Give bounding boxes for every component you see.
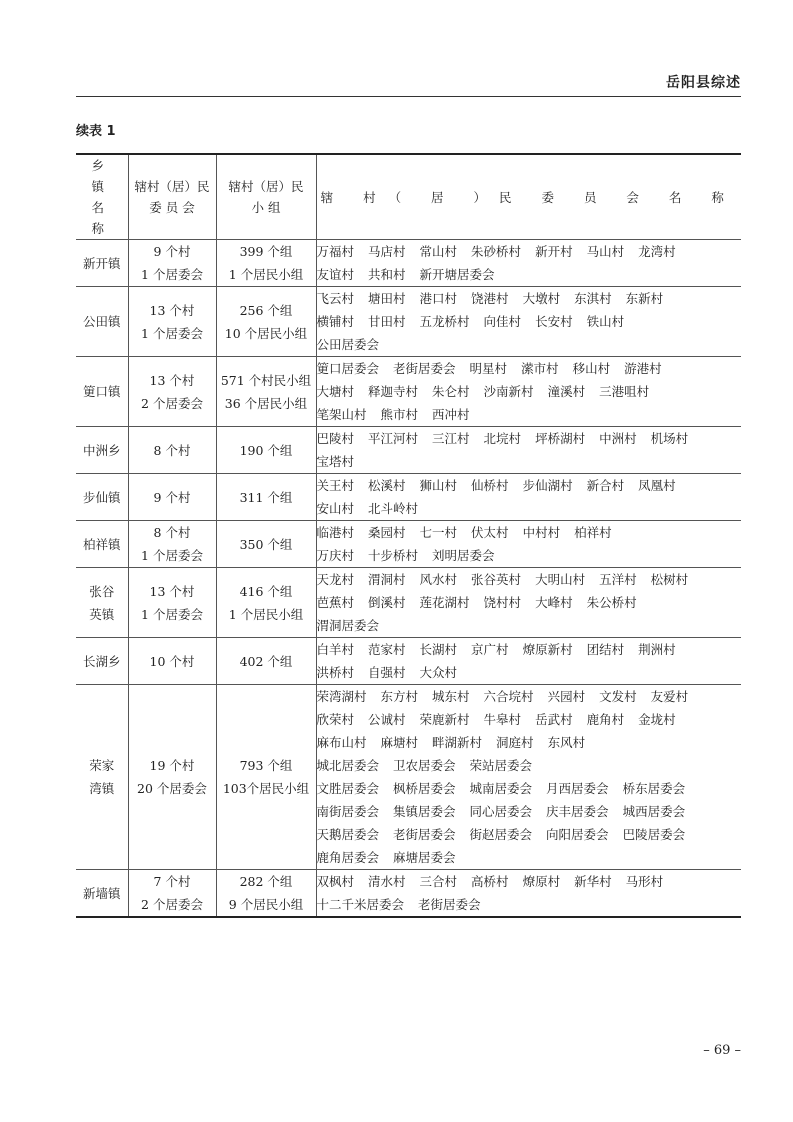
names-cell	[316, 521, 741, 568]
village-name: 麻塘居委会	[393, 850, 456, 865]
village-table	[76, 153, 741, 918]
village-name: 东方村	[380, 689, 419, 704]
town-cell-line: 新墙镇	[82, 885, 121, 901]
groups-cell	[216, 287, 316, 357]
town-cell	[76, 521, 128, 568]
villages-cell-line: 20 个居委会	[137, 781, 207, 796]
table-row	[76, 568, 741, 638]
village-name: 铁山村	[586, 314, 625, 329]
village-name: 牛皋村	[483, 712, 522, 727]
town-cell-line: 公田镇	[82, 314, 121, 329]
villages-cell	[128, 427, 216, 474]
names-line	[317, 357, 742, 380]
groups-cell	[216, 638, 316, 685]
town-cell	[76, 427, 128, 474]
village-name: 潆市村	[521, 361, 559, 376]
village-name: 老街居委会	[418, 897, 481, 912]
header-villages-line: 辖村（居）民	[134, 179, 210, 194]
village-name: 万庆村	[316, 548, 355, 563]
names-line	[317, 777, 742, 800]
village-name: 中洲村	[599, 431, 637, 446]
names-line	[317, 287, 742, 310]
running-head: 岳阳县综述	[666, 75, 741, 91]
villages-cell-line: 8 个村	[153, 525, 191, 540]
villages-cell	[128, 287, 216, 357]
names-line	[317, 497, 742, 520]
village-name: 柏祥村	[574, 525, 612, 540]
names-line	[317, 661, 742, 684]
village-name: 老街居委会	[393, 361, 456, 376]
village-name: 金垅村	[638, 712, 676, 727]
village-name: 新合村	[586, 478, 625, 493]
village-name: 十二千米居委会	[316, 897, 405, 912]
villages-cell-line: 1 个居委会	[141, 606, 203, 622]
village-name: 仙桥村	[471, 478, 509, 493]
villages-cell-line: 1 个居委会	[141, 548, 203, 563]
village-name: 公田居委会	[316, 337, 380, 352]
table-row	[76, 685, 741, 870]
village-name: 庆丰居委会	[546, 804, 609, 819]
village-name: 安山村	[316, 501, 355, 516]
villages-cell-line: 8 个村	[153, 442, 191, 458]
names-cell	[316, 474, 741, 521]
village-name: 双枫村	[316, 874, 355, 889]
names-line	[317, 521, 742, 544]
village-name: 新华村	[574, 874, 612, 889]
town-cell	[76, 240, 128, 287]
names-line	[317, 870, 742, 893]
village-name: 五龙桥村	[419, 314, 470, 329]
village-name: 向阳居委会	[546, 827, 609, 842]
villages-cell	[128, 474, 216, 521]
village-name: 大众村	[419, 665, 458, 680]
village-name: 城西居委会	[622, 804, 686, 819]
table-body	[76, 240, 741, 918]
town-cell-line: 新开镇	[82, 255, 121, 271]
village-name: 甘田村	[368, 314, 406, 329]
names-cell	[316, 568, 741, 638]
town-cell	[76, 568, 128, 638]
village-name: 长安村	[535, 314, 573, 329]
village-name: 飞云村	[316, 291, 355, 306]
village-name: 洪桥村	[316, 665, 355, 680]
village-name: 城东村	[432, 689, 470, 704]
names-line	[317, 893, 742, 916]
village-name: 城北居委会	[316, 758, 380, 773]
names-line	[317, 333, 742, 356]
village-name: 荆洲村	[638, 642, 676, 657]
village-name: 饶港村	[471, 291, 509, 306]
village-name: 共和村	[368, 267, 406, 282]
village-name: 马店村	[368, 244, 406, 259]
village-name: 友爱村	[650, 689, 689, 704]
village-name: 荣鹿新村	[419, 712, 470, 727]
table-header-row	[76, 154, 741, 240]
village-name: 常山村	[419, 244, 458, 259]
village-name: 范家村	[368, 642, 406, 657]
names-cell	[316, 685, 741, 870]
village-name: 城南居委会	[469, 781, 533, 796]
table-row	[76, 638, 741, 685]
village-name: 七一村	[419, 525, 458, 540]
village-name: 龙湾村	[638, 244, 676, 259]
village-name: 长湖村	[419, 642, 458, 657]
village-name: 友谊村	[316, 267, 355, 282]
villages-cell-line: 2 个居委会	[141, 897, 203, 912]
village-name: 步仙湖村	[522, 478, 573, 493]
village-name: 西冲村	[432, 407, 470, 422]
town-cell-line: 张谷	[89, 583, 115, 599]
village-name: 万福村	[316, 244, 355, 259]
villages-cell	[128, 240, 216, 287]
village-name: 渭洞村	[368, 572, 406, 587]
village-name: 集镇居委会	[393, 804, 456, 819]
names-line	[317, 800, 742, 823]
header-villages-line: 委 员 会	[149, 200, 195, 215]
village-name: 芭蕉村	[316, 595, 355, 610]
village-name: 大明山村	[535, 572, 586, 587]
villages-cell-line: 13 个村	[149, 372, 195, 388]
groups-cell	[216, 357, 316, 427]
village-name: 三江村	[432, 431, 470, 446]
groups-cell	[216, 685, 316, 870]
village-name: 枫桥居委会	[393, 781, 456, 796]
table-row	[76, 870, 741, 918]
village-name: 麻塘村	[380, 735, 419, 750]
groups-cell-line: 10 个居民小组	[224, 325, 308, 341]
village-name: 向佳村	[483, 314, 522, 329]
table-row	[76, 474, 741, 521]
names-line	[317, 450, 742, 473]
village-name: 桑园村	[368, 525, 406, 540]
names-line	[317, 731, 742, 754]
villages-cell-line: 19 个村	[149, 758, 195, 773]
village-name: 荣湾湖村	[316, 689, 367, 704]
village-name: 渭洞居委会	[316, 618, 380, 633]
names-line	[317, 240, 742, 263]
groups-cell-line: 190 个组	[239, 442, 293, 458]
groups-cell	[216, 240, 316, 287]
village-name: 燎原新村	[522, 642, 573, 657]
names-line	[317, 754, 742, 777]
village-name: 畔湖新村	[432, 735, 483, 750]
village-name: 麻布山村	[316, 735, 367, 750]
village-name: 平江河村	[368, 431, 419, 446]
villages-cell-line: 1 个居委会	[141, 325, 203, 341]
village-name: 朱砂桥村	[471, 244, 522, 259]
village-name: 潼溪村	[547, 384, 586, 399]
villages-cell	[128, 357, 216, 427]
groups-cell-line: 350 个组	[239, 536, 293, 552]
names-cell	[316, 357, 741, 427]
groups-cell-line: 1 个居民小组	[228, 267, 304, 282]
village-name: 同心居委会	[469, 804, 533, 819]
villages-cell	[128, 638, 216, 685]
village-name: 欣荣村	[316, 712, 355, 727]
names-line	[317, 263, 742, 286]
village-name: 移山村	[572, 361, 611, 376]
village-name: 饶村村	[483, 595, 522, 610]
village-name: 张谷英村	[471, 572, 522, 587]
village-name: 明星村	[469, 361, 508, 376]
names-cell	[316, 287, 741, 357]
town-cell-line: 英镇	[89, 606, 115, 622]
villages-cell	[128, 568, 216, 638]
village-name: 高桥村	[471, 874, 509, 889]
village-name: 东新村	[625, 291, 664, 306]
village-name: 马山村	[586, 244, 625, 259]
town-cell-line: 湾镇	[89, 781, 115, 796]
groups-cell-line: 103个居民小组	[222, 781, 310, 796]
header-town-line: 乡 镇	[91, 158, 112, 194]
town-cell	[76, 474, 128, 521]
groups-cell	[216, 568, 316, 638]
village-name: 京广村	[471, 642, 509, 657]
village-name: 六合垸村	[483, 689, 534, 704]
village-name: 五洋村	[599, 572, 637, 587]
names-line	[317, 638, 742, 661]
village-name: 临港村	[316, 525, 355, 540]
village-name: 宝塔村	[316, 454, 355, 469]
villages-cell-line: 10 个村	[149, 653, 195, 669]
village-name: 北斗岭村	[368, 501, 419, 516]
village-name: 燎原村	[522, 874, 561, 889]
village-name: 岳武村	[535, 712, 573, 727]
village-name: 北垸村	[483, 431, 522, 446]
town-cell	[76, 638, 128, 685]
town-cell	[76, 287, 128, 357]
town-cell	[76, 870, 128, 918]
header-names-line: 辖 村（ 居 ）民 委 员 会 名 称	[320, 189, 737, 205]
header-town-line: 名 称	[91, 200, 112, 236]
village-name: 巴陵居委会	[622, 827, 686, 842]
village-name: 释迦寺村	[368, 384, 419, 399]
village-name: 机场村	[650, 431, 689, 446]
town-cell-line: 柏祥镇	[82, 536, 121, 552]
village-name: 刘明居委会	[432, 548, 495, 563]
groups-cell-line: 311 个组	[239, 489, 293, 505]
village-name: 荣站居委会	[469, 758, 533, 773]
town-cell-line: 中洲乡	[82, 442, 121, 458]
names-cell	[316, 870, 741, 918]
villages-cell-line: 13 个村	[149, 583, 195, 599]
village-name: 马形村	[625, 874, 664, 889]
groups-cell-line: 399 个组	[239, 244, 293, 259]
village-name: 自强村	[368, 665, 406, 680]
village-name: 十步桥村	[368, 548, 419, 563]
villages-cell	[128, 870, 216, 918]
village-name: 莲花湖村	[419, 595, 470, 610]
header-groups-line: 辖村（居）民	[228, 179, 304, 194]
village-name: 筻口居委会	[316, 361, 380, 376]
village-name: 团结村	[586, 642, 625, 657]
village-name: 清水村	[368, 874, 406, 889]
villages-cell-line: 9 个村	[153, 489, 191, 505]
groups-cell-line: 793 个组	[239, 758, 293, 773]
village-name: 狮山村	[419, 478, 458, 493]
groups-cell-line: 282 个组	[239, 874, 293, 889]
village-name: 中村村	[522, 525, 561, 540]
village-name: 风水村	[419, 572, 458, 587]
village-name: 关王村	[316, 478, 355, 493]
village-name: 横铺村	[316, 314, 355, 329]
groups-cell-line: 402 个组	[239, 653, 293, 669]
village-name: 街赵居委会	[469, 827, 533, 842]
village-name: 鹿角村	[586, 712, 625, 727]
village-name: 熊市村	[380, 407, 419, 422]
village-name: 公诚村	[368, 712, 406, 727]
villages-cell-line: 2 个居委会	[141, 395, 203, 411]
village-name: 大墩村	[522, 291, 561, 306]
names-cell	[316, 240, 741, 287]
villages-cell-line: 7 个村	[153, 874, 191, 889]
names-line	[317, 685, 742, 708]
village-name: 文发村	[599, 689, 637, 704]
village-name: 三合村	[419, 874, 458, 889]
village-name: 港口村	[419, 291, 458, 306]
villages-cell-line: 13 个村	[149, 302, 195, 318]
names-line	[317, 474, 742, 497]
town-cell	[76, 357, 128, 427]
village-name: 东风村	[547, 735, 586, 750]
village-name: 洞庭村	[496, 735, 534, 750]
village-name: 三港咀村	[599, 384, 650, 399]
village-name: 凤凰村	[638, 478, 676, 493]
header-villages	[128, 154, 216, 240]
groups-cell	[216, 870, 316, 918]
village-name: 大塘村	[316, 384, 355, 399]
names-line	[317, 614, 742, 637]
header-names	[316, 154, 741, 240]
names-line	[317, 708, 742, 731]
village-name: 卫农居委会	[393, 758, 456, 773]
groups-cell-line: 9 个居民小组	[228, 897, 304, 912]
village-name: 老街居委会	[393, 827, 456, 842]
names-line	[317, 846, 742, 869]
town-cell	[76, 685, 128, 870]
groups-cell-line: 571 个村民小组	[220, 372, 312, 388]
village-name: 鹿角居委会	[316, 850, 380, 865]
village-name: 游港村	[624, 361, 662, 376]
town-cell-line: 筻口镇	[82, 384, 121, 399]
town-cell-line: 步仙镇	[82, 489, 121, 505]
villages-cell	[128, 521, 216, 568]
village-name: 坪桥湖村	[535, 431, 586, 446]
villages-cell	[128, 685, 216, 870]
header-groups	[216, 154, 316, 240]
village-name: 笔架山村	[316, 407, 367, 422]
villages-cell-line: 1 个居委会	[141, 267, 203, 282]
names-line	[317, 310, 742, 333]
village-name: 塘田村	[368, 291, 406, 306]
names-cell	[316, 427, 741, 474]
village-name: 大峰村	[535, 595, 573, 610]
village-name: 白羊村	[316, 642, 355, 657]
village-name: 文胜居委会	[316, 781, 380, 796]
village-name: 桥东居委会	[622, 781, 686, 796]
table-caption: 续表 1	[76, 124, 116, 139]
villages-cell-line: 9 个村	[153, 244, 191, 259]
groups-cell	[216, 427, 316, 474]
names-line	[317, 544, 742, 567]
table-row	[76, 287, 741, 357]
names-line	[317, 403, 742, 426]
village-name: 东淇村	[574, 291, 612, 306]
village-name: 兴园村	[547, 689, 586, 704]
village-name: 巴陵村	[316, 431, 355, 446]
village-name: 松树村	[650, 572, 689, 587]
town-cell-line: 长湖乡	[82, 653, 121, 669]
table-row	[76, 427, 741, 474]
village-name: 朱公桥村	[586, 595, 637, 610]
names-line	[317, 591, 742, 614]
table-row	[76, 357, 741, 427]
village-name: 南街居委会	[316, 804, 380, 819]
names-cell	[316, 638, 741, 685]
village-name: 伏太村	[471, 525, 509, 540]
village-name: 天龙村	[316, 572, 355, 587]
village-name: 沙南新村	[483, 384, 534, 399]
village-name: 朱仑村	[432, 384, 470, 399]
names-line	[317, 823, 742, 846]
village-name: 天鹅居委会	[316, 827, 380, 842]
village-name: 月西居委会	[546, 781, 609, 796]
groups-cell	[216, 521, 316, 568]
groups-cell-line: 256 个组	[239, 302, 293, 318]
names-line	[317, 380, 742, 403]
village-name: 倒溪村	[368, 595, 406, 610]
header-town	[76, 154, 128, 240]
groups-cell-line: 416 个组	[239, 583, 293, 599]
groups-cell	[216, 474, 316, 521]
table-row	[76, 521, 741, 568]
header-rule	[76, 96, 741, 97]
names-line	[317, 568, 742, 591]
names-line	[317, 427, 742, 450]
village-name: 新开塘居委会	[419, 267, 495, 282]
groups-cell-line: 1 个居民小组	[228, 606, 304, 622]
header-groups-line: 小 组	[251, 200, 281, 215]
table-row	[76, 240, 741, 287]
groups-cell-line: 36 个居民小组	[224, 395, 308, 411]
village-name: 新开村	[535, 244, 573, 259]
town-cell-line: 荣家	[89, 758, 115, 773]
village-name: 松溪村	[368, 478, 406, 493]
page-number: – 69 –	[703, 1043, 741, 1058]
